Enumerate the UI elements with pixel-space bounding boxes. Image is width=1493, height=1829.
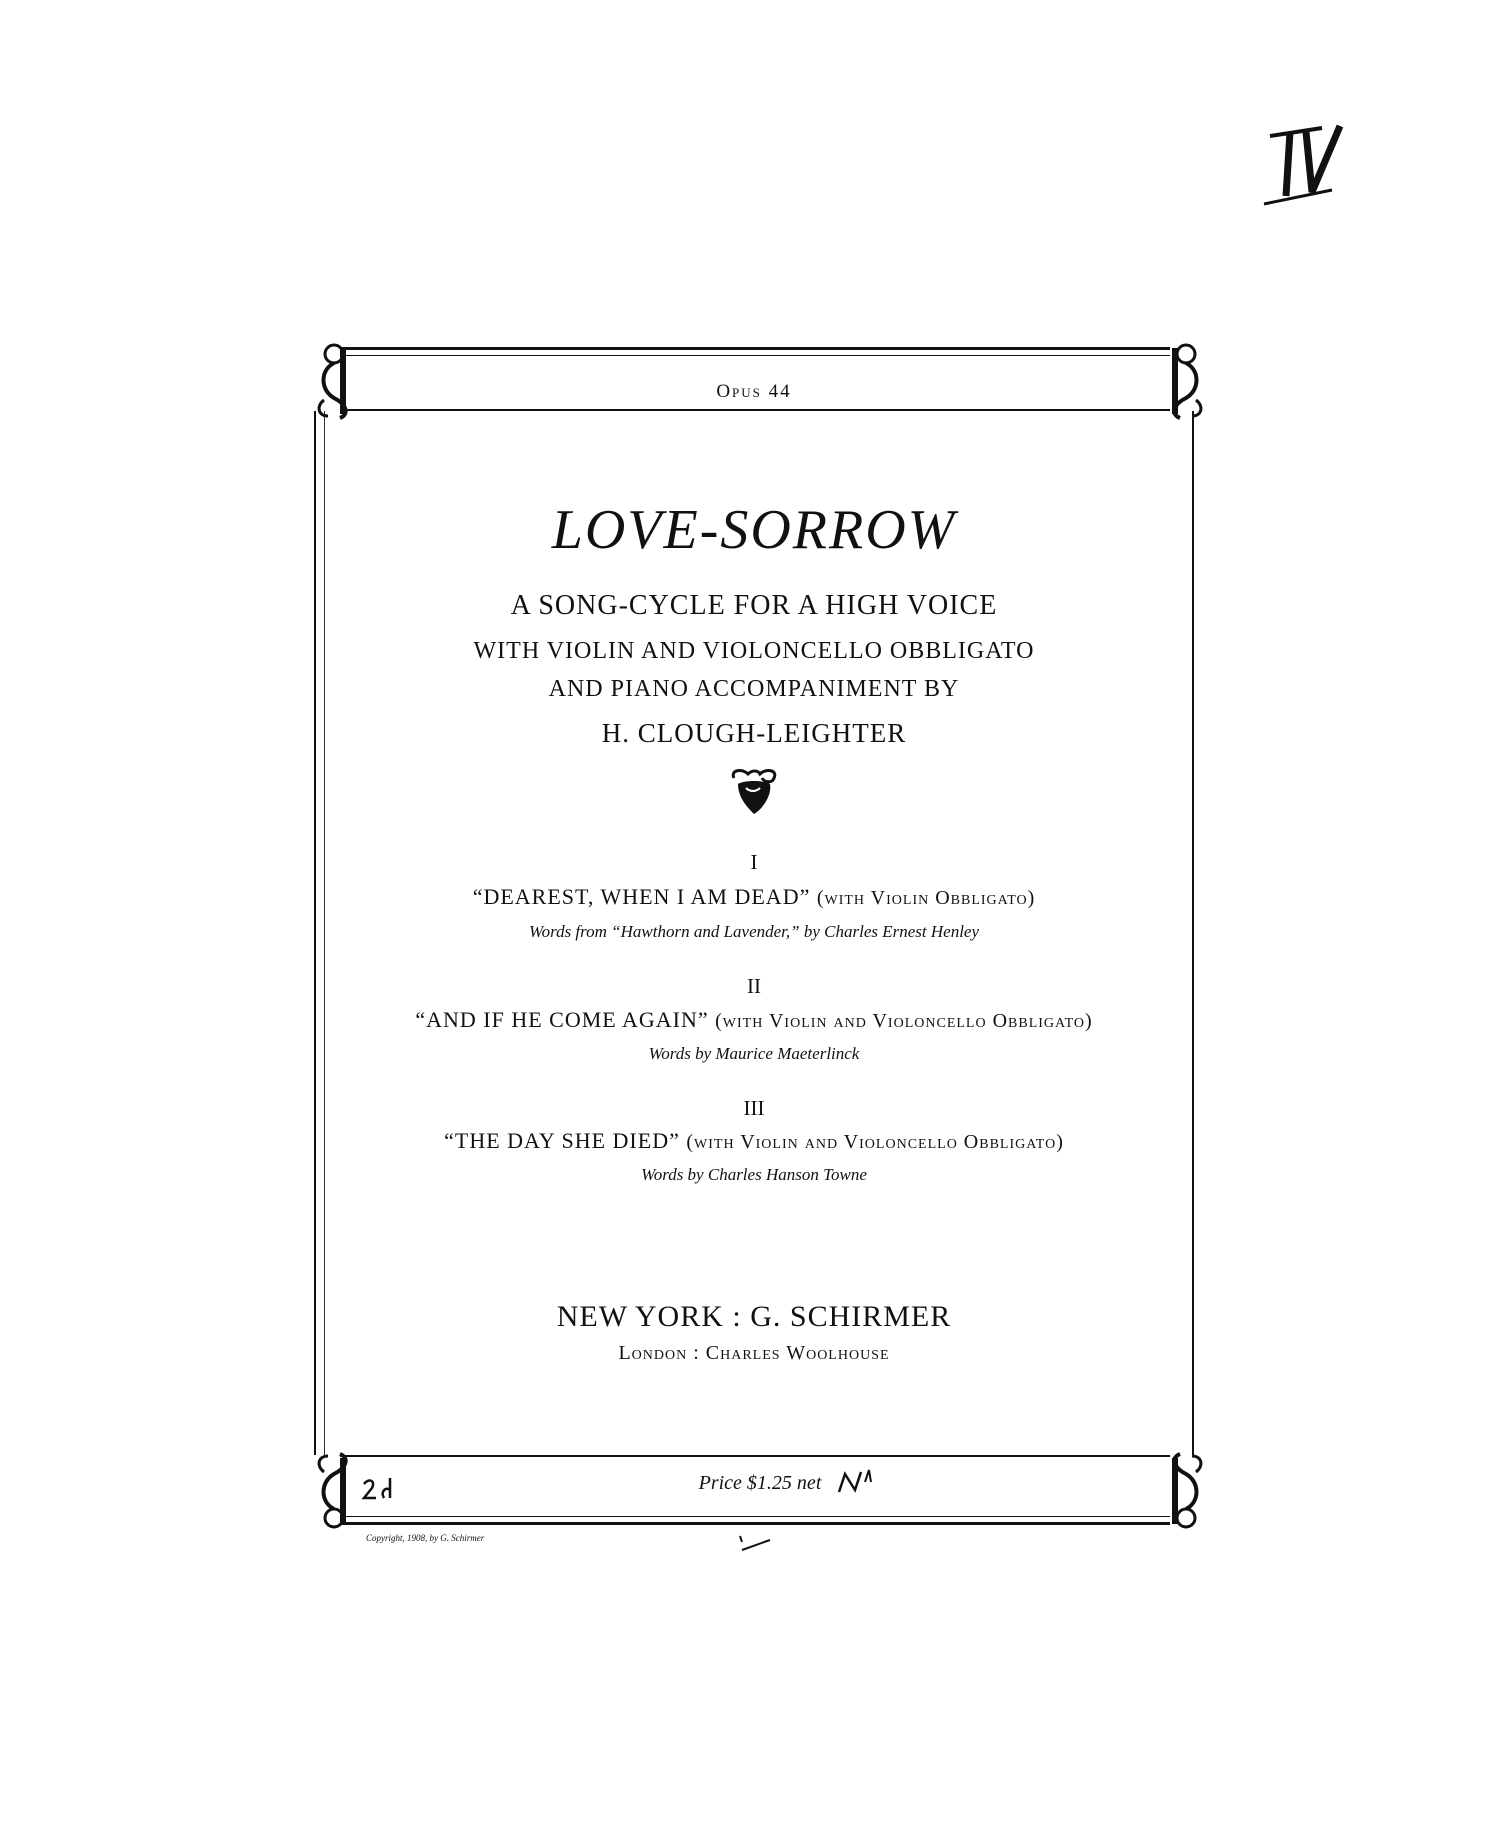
- song-title-2: [314, 1007, 1194, 1033]
- scroll-ornament-top-left-icon: [310, 340, 370, 420]
- song-number-3: III: [743, 1096, 765, 1120]
- leaf-ornament-icon: [728, 768, 780, 816]
- song-number-1: I: [750, 850, 758, 874]
- handwritten-corner-mark: [1262, 118, 1372, 210]
- subtitle-line-2: WITH VIOLIN AND VIOLONCELLO OBBLIGATO: [473, 638, 1035, 664]
- subtitle-line-3: AND PIANO ACCOMPANIMENT BY: [548, 676, 960, 702]
- song-scoring: (with Violin and Violoncello Obbligato): [686, 1131, 1064, 1153]
- scroll-ornament-top-right-icon: [1150, 340, 1210, 420]
- song-credit-3: Words by Charles Hanson Towne: [641, 1165, 867, 1184]
- handwritten-tick-mark: [738, 1532, 772, 1554]
- song-credit-1: Words from “Hawthorn and Lavender,” by Charles Ernest Henley: [528, 922, 980, 941]
- song-title-text: “AND IF HE COME AGAIN”: [415, 1007, 709, 1032]
- publisher-new-york: NEW YORK : G. SCHIRMER: [556, 1300, 952, 1333]
- scroll-ornament-bottom-right-icon: [1150, 1452, 1210, 1532]
- page-title: LOVE-SORROW: [551, 499, 957, 561]
- song-title-text: “THE DAY SHE DIED”: [444, 1128, 680, 1153]
- subtitle-line-1: A SONG-CYCLE FOR A HIGH VOICE: [510, 590, 998, 621]
- opus-number: Opus 44: [716, 381, 792, 402]
- handwritten-left-note: [360, 1476, 402, 1502]
- song-title-text: “DEAREST, WHEN I AM DEAD”: [472, 884, 811, 909]
- price-label: Price $1.25 net: [698, 1472, 822, 1494]
- copyright-notice: Copyright, 1908, by G. Schirmer: [366, 1533, 485, 1543]
- publisher-london: London : Charles Woolhouse: [618, 1342, 890, 1364]
- composer-name: H. CLOUGH-LEIGHTER: [601, 718, 907, 748]
- song-credit-2: Words by Maurice Maeterlinck: [648, 1044, 860, 1063]
- song-number-2: II: [747, 974, 761, 998]
- handwritten-price-note: [835, 1468, 875, 1496]
- song-title-1: [314, 884, 1194, 910]
- song-title-3: [314, 1128, 1194, 1154]
- song-scoring: (with Violin and Violoncello Obbligato): [715, 1010, 1093, 1032]
- song-scoring: (with Violin Obbligato): [816, 887, 1036, 909]
